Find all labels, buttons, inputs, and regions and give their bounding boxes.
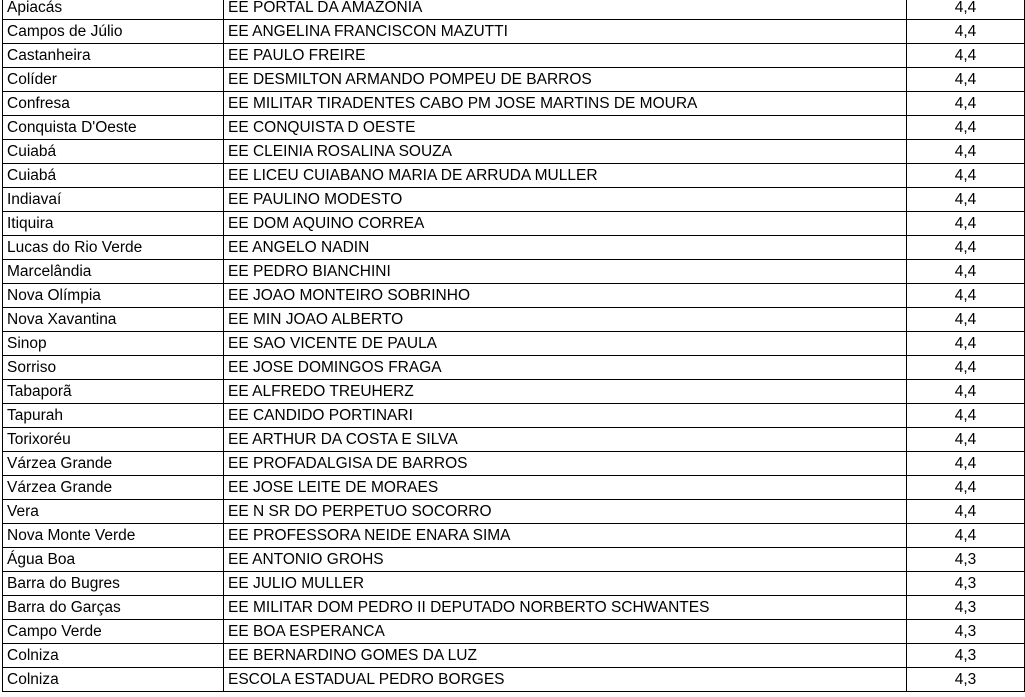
table-row: [3, 548, 1025, 572]
school-name-cell: EE DOM AQUINO CORREA: [224, 212, 907, 236]
school-name-cell: EE PEDRO BIANCHINI: [224, 260, 907, 284]
city-cell: Várzea Grande: [3, 452, 224, 476]
score-cell: 4,3: [907, 548, 1025, 572]
city-cell: Campo Verde: [3, 620, 224, 644]
table-row: [3, 308, 1025, 332]
table-row: [3, 428, 1025, 452]
school-name-cell: EE BERNARDINO GOMES DA LUZ: [224, 644, 907, 668]
city-cell: Sorriso: [3, 356, 224, 380]
city-cell: Tabaporã: [3, 380, 224, 404]
table-row: [3, 92, 1025, 116]
table-row: [3, 596, 1025, 620]
city-cell: Nova Olímpia: [3, 284, 224, 308]
score-cell: 4,4: [907, 284, 1025, 308]
school-name-cell: EE PROFADALGISA DE BARROS: [224, 452, 907, 476]
city-cell: Colíder: [3, 68, 224, 92]
table-row: [3, 284, 1025, 308]
table-row: [3, 0, 1025, 20]
school-name-cell: EE JOSE LEITE DE MORAES: [224, 476, 907, 500]
school-name-cell: EE ANGELO NADIN: [224, 236, 907, 260]
table-body: [3, 0, 1025, 692]
school-name-cell: EE N SR DO PERPETUO SOCORRO: [224, 500, 907, 524]
score-cell: 4,4: [907, 92, 1025, 116]
city-cell: Nova Xavantina: [3, 308, 224, 332]
city-cell: Colniza: [3, 668, 224, 692]
school-name-cell: EE SAO VICENTE DE PAULA: [224, 332, 907, 356]
school-name-cell: EE ALFREDO TREUHERZ: [224, 380, 907, 404]
score-cell: 4,3: [907, 644, 1025, 668]
table-row: [3, 68, 1025, 92]
score-cell: 4,4: [907, 260, 1025, 284]
city-cell: Barra do Garças: [3, 596, 224, 620]
table-row: [3, 356, 1025, 380]
score-cell: 4,4: [907, 188, 1025, 212]
score-cell: 4,4: [907, 68, 1025, 92]
school-name-cell: EE PAULINO MODESTO: [224, 188, 907, 212]
table-row: [3, 188, 1025, 212]
table-row: [3, 572, 1025, 596]
city-cell: Vera: [3, 500, 224, 524]
score-cell: 4,4: [907, 140, 1025, 164]
city-cell: Colniza: [3, 644, 224, 668]
table-row: [3, 20, 1025, 44]
table-row: [3, 668, 1025, 692]
school-name-cell: EE CANDIDO PORTINARI: [224, 404, 907, 428]
city-cell: Itiquira: [3, 212, 224, 236]
school-name-cell: EE PROFESSORA NEIDE ENARA SIMA: [224, 524, 907, 548]
score-cell: 4,4: [907, 476, 1025, 500]
score-cell: 4,4: [907, 356, 1025, 380]
score-cell: 4,4: [907, 500, 1025, 524]
school-name-cell: EE MILITAR DOM PEDRO II DEPUTADO NORBERTO SCHWANTES: [224, 596, 907, 620]
score-cell: 4,3: [907, 572, 1025, 596]
table-row: [3, 164, 1025, 188]
score-cell: 4,4: [907, 212, 1025, 236]
school-name-cell: EE LICEU CUIABANO MARIA DE ARRUDA MULLER: [224, 164, 907, 188]
city-cell: Lucas do Rio Verde: [3, 236, 224, 260]
city-cell: Cuiabá: [3, 140, 224, 164]
school-name-cell: EE MIN JOAO ALBERTO: [224, 308, 907, 332]
table-row: [3, 404, 1025, 428]
table-row: [3, 44, 1025, 68]
score-cell: 4,4: [907, 332, 1025, 356]
city-cell: Campos de Júlio: [3, 20, 224, 44]
school-name-cell: EE DESMILTON ARMANDO POMPEU DE BARROS: [224, 68, 907, 92]
score-cell: 4,4: [907, 116, 1025, 140]
table-row: [3, 620, 1025, 644]
score-cell: 4,4: [907, 164, 1025, 188]
score-cell: 4,3: [907, 596, 1025, 620]
school-name-cell: EE ARTHUR DA COSTA E SILVA: [224, 428, 907, 452]
school-name-cell: EE CONQUISTA D OESTE: [224, 116, 907, 140]
table-row: [3, 524, 1025, 548]
table-row: [3, 140, 1025, 164]
score-cell: 4,4: [907, 20, 1025, 44]
school-name-cell: EE JOAO MONTEIRO SOBRINHO: [224, 284, 907, 308]
score-cell: 4,4: [907, 44, 1025, 68]
city-cell: Marcelândia: [3, 260, 224, 284]
city-cell: Cuiabá: [3, 164, 224, 188]
table-row: [3, 116, 1025, 140]
score-cell: 4,3: [907, 668, 1025, 692]
score-cell: 4,3: [907, 620, 1025, 644]
schools-table: [2, 0, 1025, 692]
school-name-cell: EE BOA ESPERANCA: [224, 620, 907, 644]
city-cell: Sinop: [3, 332, 224, 356]
school-name-cell: EE MILITAR TIRADENTES CABO PM JOSE MARTINS DE MOURA: [224, 92, 907, 116]
score-cell: 4,4: [907, 308, 1025, 332]
score-cell: 4,4: [907, 452, 1025, 476]
score-cell: 4,4: [907, 428, 1025, 452]
city-cell: Barra do Bugres: [3, 572, 224, 596]
city-cell: Tapurah: [3, 404, 224, 428]
school-name-cell: EE PORTAL DA AMAZONIA: [224, 0, 907, 20]
school-name-cell: EE CLEINIA ROSALINA SOUZA: [224, 140, 907, 164]
score-cell: 4,4: [907, 524, 1025, 548]
table-row: [3, 644, 1025, 668]
score-cell: 4,4: [907, 0, 1025, 20]
city-cell: Torixoréu: [3, 428, 224, 452]
table-row: [3, 476, 1025, 500]
city-cell: Castanheira: [3, 44, 224, 68]
school-name-cell: EE ANGELINA FRANCISCON MAZUTTI: [224, 20, 907, 44]
city-cell: Indiavaí: [3, 188, 224, 212]
table-row: [3, 236, 1025, 260]
school-name-cell: ESCOLA ESTADUAL PEDRO BORGES: [224, 668, 907, 692]
score-cell: 4,4: [907, 404, 1025, 428]
city-cell: Confresa: [3, 92, 224, 116]
score-cell: 4,4: [907, 380, 1025, 404]
city-cell: Várzea Grande: [3, 476, 224, 500]
table-row: [3, 500, 1025, 524]
table-row: [3, 260, 1025, 284]
table-row: [3, 380, 1025, 404]
table-row: [3, 212, 1025, 236]
school-name-cell: EE JOSE DOMINGOS FRAGA: [224, 356, 907, 380]
table-row: [3, 332, 1025, 356]
city-cell: Apiacás: [3, 0, 224, 20]
score-cell: 4,4: [907, 236, 1025, 260]
city-cell: Conquista D'Oeste: [3, 116, 224, 140]
city-cell: Água Boa: [3, 548, 224, 572]
school-name-cell: EE PAULO FREIRE: [224, 44, 907, 68]
school-name-cell: EE JULIO MULLER: [224, 572, 907, 596]
table-row: [3, 452, 1025, 476]
city-cell: Nova Monte Verde: [3, 524, 224, 548]
school-name-cell: EE ANTONIO GROHS: [224, 548, 907, 572]
